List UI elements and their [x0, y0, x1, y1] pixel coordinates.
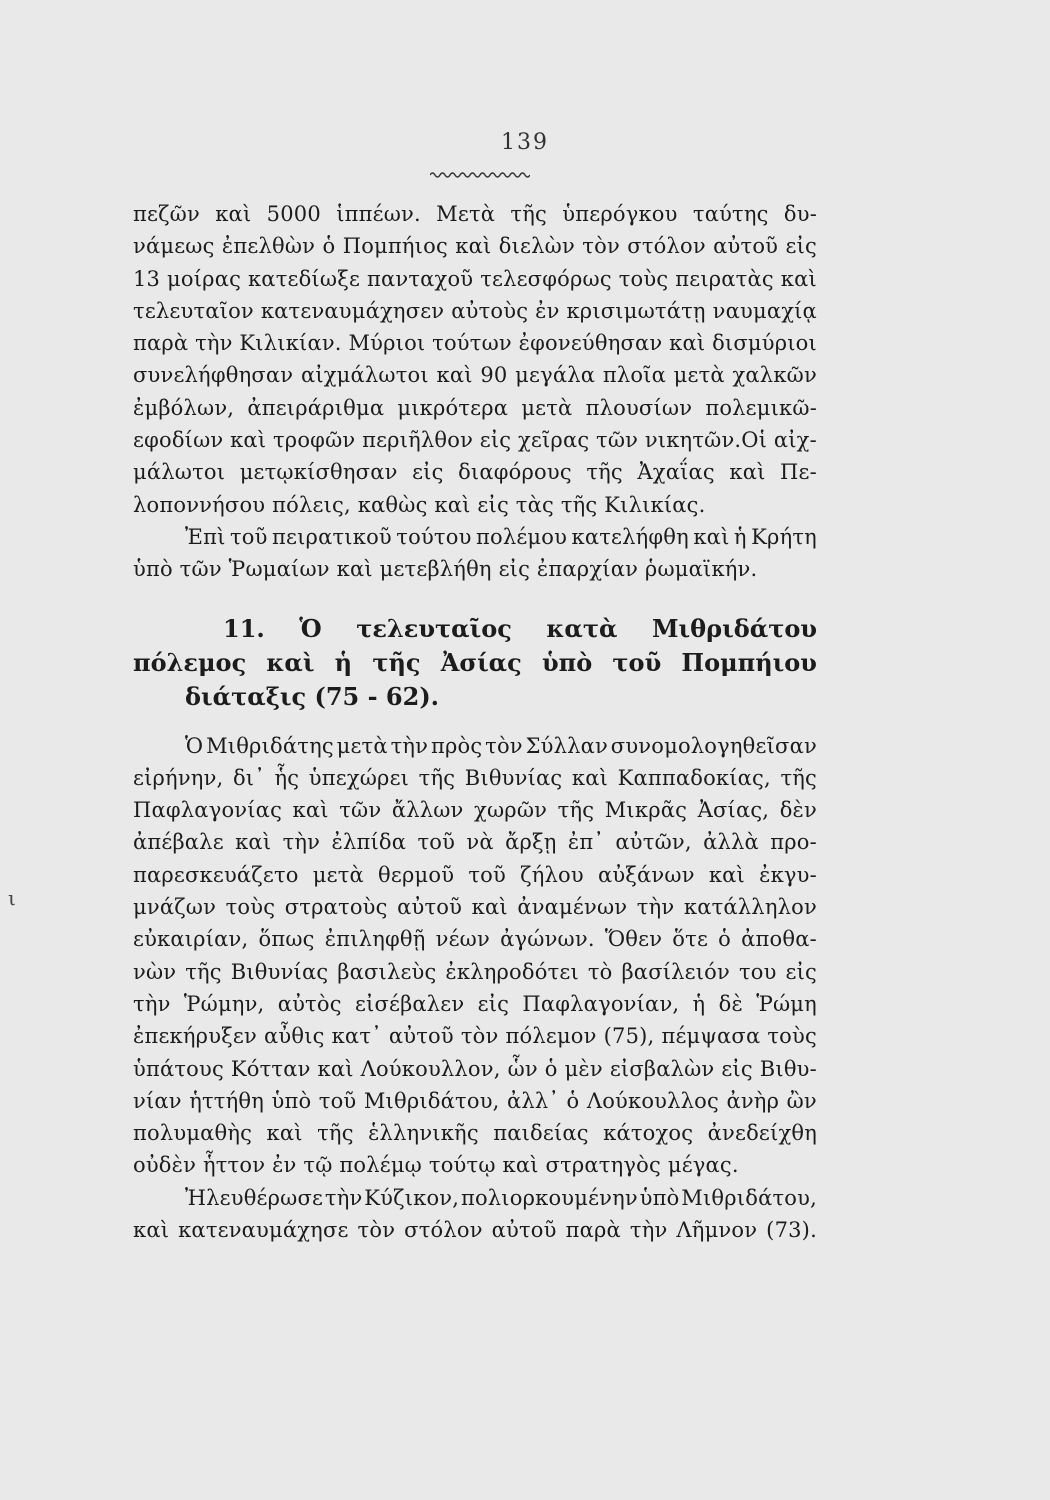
text-line: πεζῶν καὶ 5000 ἱππέων. Μετὰ τῆς ὑπερόγκου ταύτης δυ- [133, 202, 817, 226]
text-line: ἐμβόλων, ἀπειράριθμα μικρότερα μετὰ πλουσίων πολεμικῶ- [133, 395, 817, 420]
text-line: τὴν Ῥώμην, αὐτὸς εἰσέβαλεν εἰς Παφλαγονίαν, ἡ δὲ Ῥώμη [133, 991, 817, 1016]
paragraph-mithridates [133, 730, 817, 1182]
text-line: λοποννήσου πόλεις, καθὼς καὶ εἰς τὰς τῆς Κιλικίας. [133, 492, 706, 517]
text-line: εἰρήνην, δι᾽ ἧς ὑπεχώρει τῆς Βιθυνίας καὶ Καππαδοκίας, τῆς [133, 765, 817, 790]
text-line: τελευταῖον κατεναυμάχησεν αὐτοὺς ἐν κρισιμωτάτῃ ναυμαχίᾳ [133, 298, 817, 323]
text-line: εφοδίων καὶ τροφῶν περιῆλθον εἰς χεῖρας τῶν νικητῶν.Οἱ αἰχ- [133, 428, 817, 453]
text-line: καὶ κατεναυμάχησε τὸν στόλον αὐτοῦ παρὰ τὴν Λῆμνον (73). [133, 1218, 817, 1243]
text-line: οὐδὲν ἧττον ἐν τῷ πολέμῳ τούτῳ καὶ στρατηγὸς μέγας. [133, 1153, 739, 1178]
wavy-rule-ornament [430, 170, 530, 180]
text-line: ἐπεκήρυξεν αὖθις κατ᾽ αὐτοῦ τὸν πόλεμον (75), πέμψασα τοὺς [133, 1024, 817, 1049]
text-line: νάμεως ἐπελθὼν ὁ Πομπήιος καὶ διελὼν τὸν στόλον αὐτοῦ εἰς [133, 234, 817, 259]
heading-line: 11. Ὁ τελευταῖος κατὰ Μιθριδάτου [223, 613, 817, 643]
margin-mark: ι [8, 886, 16, 910]
text-line: νὼν τῆς Βιθυνίας βασιλεὺς ἐκληροδότει τὸ βασίλειόν του εἰς [133, 959, 817, 984]
text-line: Ὁ Μιθριδάτης μετὰ τὴν πρὸς τὸν Σύλλαν συνομολογηθεῖσαν [185, 733, 817, 758]
heading-line: διάταξις (75 - 62). [185, 681, 440, 711]
text-line: ὑπὸ τῶν Ῥωμαίων καὶ μετεβλήθη εἰς ἐπαρχίαν ῥωμαϊκήν. [133, 557, 758, 582]
text-line: ὑπάτους Κότταν καὶ Λούκουλλον, ὧν ὁ μὲν εἰσβαλὼν εἰς Βιθυ- [133, 1056, 817, 1081]
text-line: νίαν ἡττήθη ὑπὸ τοῦ Μιθριδάτου, ἀλλ᾽ ὁ Λούκουλλος ἀνὴρ ὢν [133, 1088, 817, 1113]
text-line: Ἠλευθέρωσε τὴν Κύζικον, πολιορκουμένην ὑπὸ Μιθριδάτου, [185, 1185, 817, 1210]
text-line: Ἐπὶ τοῦ πειρατικοῦ τούτου πολέμου κατελήφθη καὶ ἡ Κρήτη [185, 524, 817, 549]
heading-line: πόλεμος καὶ ἡ τῆς Ἀσίας ὑπὸ τοῦ Πομπήιου [133, 647, 817, 677]
text-line: παρὰ τὴν Κιλικίαν. Μύριοι τούτων ἐφονεύθησαν καὶ δισμύριοι [133, 331, 817, 356]
paragraph-cyzicus [133, 1182, 817, 1247]
text-line: μάλωτοι μετῳκίσθησαν εἰς διαφόρους τῆς Ἀχαΐας καὶ Πε- [133, 460, 817, 485]
text-line: 13 μοίρας κατεδίωξε πανταχοῦ τελεσφόρως τοὺς πειρατὰς καὶ [133, 266, 817, 291]
text-line: πολυμαθὴς καὶ τῆς ἑλληνικῆς παιδείας κάτοχος ἀνεδείχθη [133, 1121, 817, 1146]
text-line: ἀπέβαλε καὶ τὴν ἐλπίδα τοῦ νὰ ἄρξῃ ἐπ᾽ αὐτῶν, ἀλλὰ προ- [133, 830, 817, 855]
page-number: 139 [501, 130, 549, 155]
text-line: μνάζων τοὺς στρατοὺς αὐτοῦ καὶ ἀναμένων τὴν κατάλληλον [133, 895, 817, 920]
text-line: εὐκαιρίαν, ὅπως ἐπιληφθῇ νέων ἀγώνων. Ὅθεν ὅτε ὁ ἀποθα- [133, 927, 817, 952]
text-line: παρεσκευάζετο μετὰ θερμοῦ τοῦ ζήλου αὐξάνων καὶ ἐκγυ- [133, 862, 817, 887]
paragraph-pirates-war [133, 198, 817, 521]
page-body [133, 198, 817, 1246]
section-heading [133, 612, 817, 714]
paragraph-crete [133, 521, 817, 586]
text-line: Παφλαγονίας καὶ τῶν ἄλλων χωρῶν τῆς Μικρᾶς Ἀσίας, δὲν [133, 798, 817, 823]
text-line: συνελήφθησαν αἰχμάλωτοι καὶ 90 μεγάλα πλοῖα μετὰ χαλκῶν [133, 363, 817, 388]
